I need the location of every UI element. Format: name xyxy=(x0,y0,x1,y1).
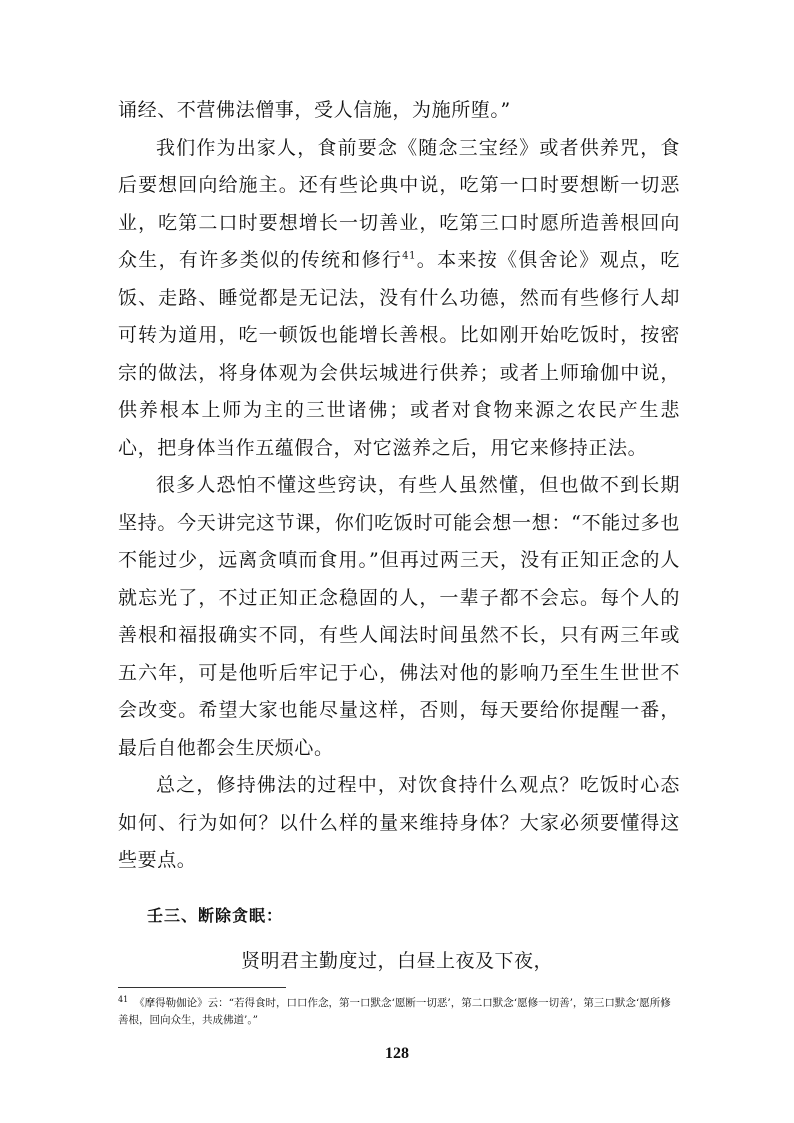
footnote-divider xyxy=(118,987,286,988)
paragraph-4: 总之，修持佛法的过程中，对饮食持什么观点？吃饭时心态如何、行为如何？以什么样的量来维持身体？大家必须要懂得这些要点。 xyxy=(118,774,680,871)
section-heading: 壬三、断除贪眠： xyxy=(147,906,284,925)
paragraph-2-text-before-ref: 我们作为出家人，食前要念《随念三宝经》或者供养咒，食后要想回向给施主。还有些论典中说，吃第一口时要想断一切恶业，吃第二口时要想增长一切善业，吃第三口时愿所造善根回向众生，有许多类似的传统和修行 xyxy=(118,136,680,271)
footnote-reference[interactable]: 41 xyxy=(402,250,417,262)
paragraph-2 xyxy=(118,130,680,468)
footnote-text: 《摩得勒伽论》云：“若得食时，口口作念，第一口默念‘愿断一切恶’，第二口默念‘愿修一切善’，第三口默念‘愿所修善根，回向众生，共成佛道’。” xyxy=(118,997,671,1026)
paragraph-2-text-after-ref: 。本来按《俱舍论》观点，吃饭、走路、睡觉都是无记法，没有什么功德，然而有些修行人却可转为道用，吃一顿饭也能增长善根。比如刚开始吃饭时，按密宗的做法，将身体观为会供坛城进行供养；或者上师瑜伽中说，供养根本上师为主的三世诸佛；或者对食物来源之农民产生悲心，把身体当作五蕴假合，对它滋养之后，用它来修持正法。 xyxy=(118,249,680,459)
footnote-mark: 41 xyxy=(118,994,129,1004)
paragraph-1: 诵经、不营佛法僧事，受人信施，为施所堕。” xyxy=(118,99,511,121)
paragraph-3: 很多人恐怕不懂这些窍诀，有些人虽然懂，但也做不到长期坚持。今天讲完这节课，你们吃饭时可能会想一想：“不能过多也不能过少，远离贪嗔而食用。”但再过两三天，没有正知正念的人就忘光了，不过正知正念稳固的人，一辈子都不会忘。每个人的善根和福报确实不同，有些人闻法时间虽然不长，只有两三年或五六年，可是他听后牢记于心，佛法对他的影响乃至生生世世不会改变。希望大家也能尽量这样，否则，每天要给你提醒一番，最后自他都会生厌烦心。 xyxy=(118,474,680,759)
body-text xyxy=(118,92,680,880)
verse-line: 贤明君主勤度过，白昼上夜及下夜， xyxy=(240,950,553,972)
page-number: 128 xyxy=(385,1045,409,1062)
footnote xyxy=(118,995,680,1029)
